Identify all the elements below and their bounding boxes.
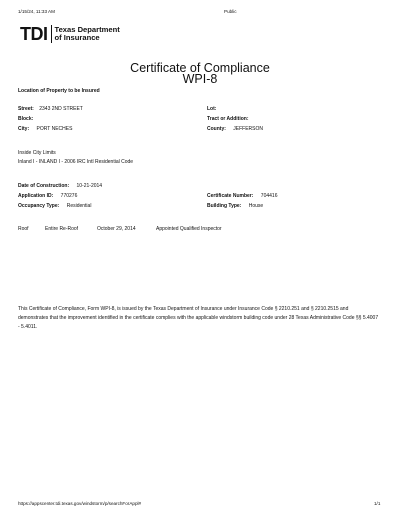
work-item-inspector: Appointed Qualified Inspector	[156, 226, 222, 232]
tdi-logo	[20, 25, 120, 43]
city-value: PORT NECHES	[36, 126, 73, 132]
tract-row	[207, 116, 248, 122]
certificate-form-number: WPI-8	[182, 72, 218, 86]
occupancy-value: Residential	[66, 203, 92, 209]
street-label: Street:	[18, 106, 34, 112]
lot-row	[207, 106, 216, 112]
lot-label: Lot:	[207, 106, 217, 112]
page-number: 1/1	[374, 501, 381, 506]
county-label: County:	[207, 126, 226, 132]
application-id-value: 770276	[60, 193, 78, 199]
city-row	[18, 126, 72, 132]
logo-wordmark	[55, 26, 120, 42]
tract-label: Tract or Addition:	[207, 116, 249, 122]
certificate-number-row	[207, 193, 277, 199]
building-type-label: Building Type:	[207, 203, 242, 209]
section-heading: Location of Property to be Insured	[18, 88, 100, 94]
logo-line-2: of Insurance	[54, 33, 100, 42]
street-row	[18, 106, 83, 112]
work-item-scope: Entire Re-Roof	[45, 226, 79, 232]
print-datetime: 1/15/24, 11:33 AM	[18, 9, 55, 14]
work-item-name: Roof	[18, 226, 29, 232]
work-item-date: October 29, 2014	[97, 226, 136, 232]
building-type-value: House	[248, 203, 264, 209]
construction-date-value: 10-21-2014	[76, 183, 103, 189]
construction-date-label: Date of Construction:	[18, 183, 70, 189]
building-code: Inland I - INLAND I - 2006 IRC Intl Residential Code	[18, 159, 134, 165]
footer-url-link[interactable]: https://appscenter.tdi.texas.gov/windstorm/p/searchForAppl#	[18, 501, 142, 506]
logo-line-1: Texas Department	[54, 25, 120, 34]
classification-label: Public	[224, 9, 237, 14]
block-label: Block:	[18, 116, 34, 122]
occupancy-row	[18, 203, 91, 209]
construction-date-row	[18, 183, 102, 189]
block-row	[18, 116, 33, 122]
application-id-row	[18, 193, 77, 199]
logo-mark: TDI	[20, 24, 48, 44]
occupancy-label: Occupancy Type:	[18, 203, 60, 209]
county-row	[207, 126, 263, 132]
city-label: City:	[18, 126, 30, 132]
certificate-title: Certificate of Compliance	[130, 61, 270, 75]
certificate-number-value: 704416	[260, 193, 278, 199]
logo-divider	[51, 25, 52, 43]
street-value: 2343 2ND STREET	[39, 106, 83, 112]
application-id-label: Application ID:	[18, 193, 54, 199]
city-limits: Inside City Limits	[18, 150, 56, 156]
county-value: JEFFERSON	[233, 126, 264, 132]
building-type-row	[207, 203, 263, 209]
compliance-statement: This Certificate of Compliance, Form WPI-8, is issued by the Texas Department of Insurance under Insurance Code § 2210.251 and § 2210.2515 and demonstrates that the improvement identified in the certificate complies with the applicable windstorm building code under 28 Texas Administrative Code §§ 5.4007 - 5.4011.	[18, 306, 379, 330]
certificate-number-label: Certificate Number:	[207, 193, 254, 199]
